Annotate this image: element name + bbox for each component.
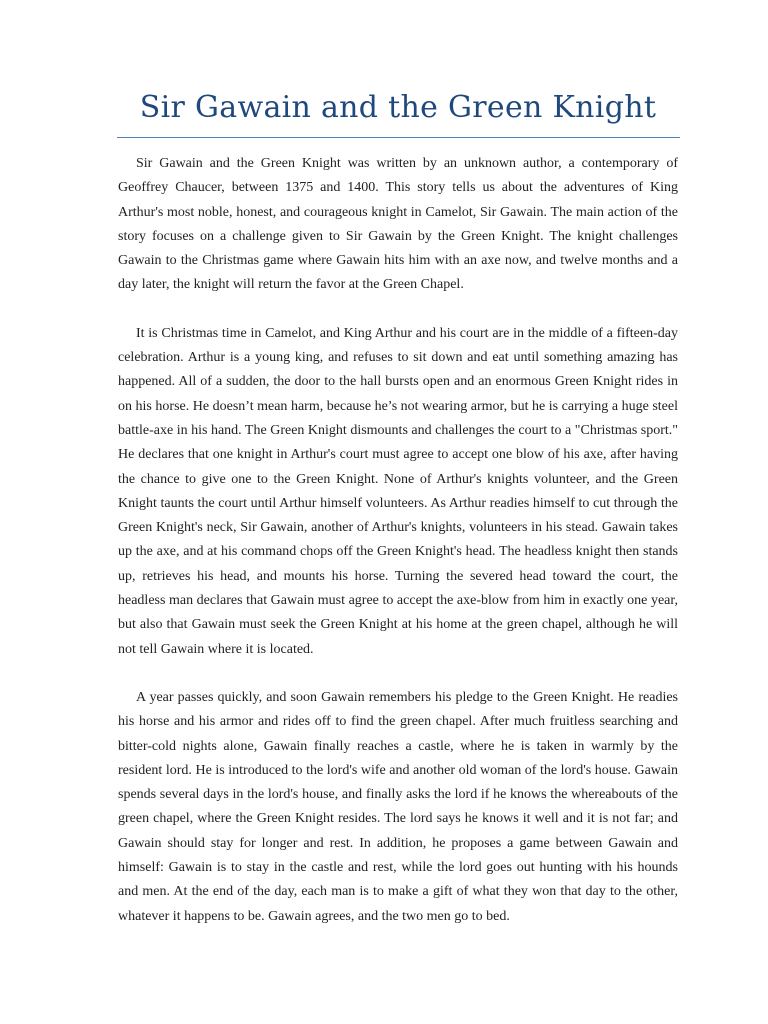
title-underline-divider bbox=[117, 137, 680, 138]
paragraph-1: Sir Gawain and the Green Knight was written by an unknown author, a contemporary of Geoffrey Chaucer, between 1375 and 1400. This story tells us about the adventures of King Arthur's most noble, honest, and courageous knight in Camelot, Sir Gawain. The main action of the story focuses on a challenge given to Sir Gawain by the Green Knight. The knight challenges Gawain to the Christmas game where Gawain hits him with an axe now, and twelve months and a day later, the knight will return the favor at the Green Chapel. bbox=[118, 156, 678, 293]
paragraph-3: A year passes quickly, and soon Gawain remembers his pledge to the Green Knight. He readies his horse and his armor and rides off to find the green chapel. After much fruitless searching and bitter-cold nights alone, Gawain finally reaches a castle, where he is taken in warmly by the resident lord. He is introduced to the lord's wife and another old woman of the lord's house. Gawain spends several days in the lord's house, and finally asks the lord if he knows the whereabouts of the green chapel, where the Green Knight resides. The lord says he knows it well and it is not far; and Gawain should stay for longer and rest. In addition, he proposes a game between Gawain and himself: Gawain is to stay in the castle and rest, while the lord goes out hunting with his hounds and men. At the end of the day, each man is to make a gift of what they won that day to the other, whatever it happens to be. Gawain agrees, and the two men go to bed. bbox=[118, 689, 678, 924]
paragraph-2: It is Christmas time in Camelot, and King Arthur and his court are in the middle of a fifteen-day celebration. Arthur is a young king, and refuses to sit down and eat until something amazing has happened. All of a sudden, the door to the hall bursts open and an enormous Green Knight rides in on his horse. He doesn’t mean harm, because he’s not wearing armor, but he is carrying a huge steel battle-axe in his hand. The Green Knight dismounts and challenges the court to a "Christmas sport." He declares that one knight in Arthur's court must agree to accept one blow of his axe, after having the chance to give one to the Green Knight. None of Arthur's knights volunteer, and the Green Knight taunts the court until Arthur himself volunteers. As Arthur readies himself to cut through the Green Knight's neck, Sir Gawain, another of Arthur's knights, volunteers in his stead. Gawain takes up the axe, and at his command chops off the Green Knight's head. The headless knight then stands up, retrieves his head, and mounts his horse. Turning the severed head toward the court, the headless man declares that Gawain must agree to accept the axe-blow from him in exactly one year, but also that Gawain must seek the Green Knight at his home at the green chapel, although he will not tell Gawain where it is located. bbox=[118, 325, 678, 657]
document-title: Sir Gawain and the Green Knight bbox=[139, 90, 657, 125]
document-body bbox=[118, 152, 678, 953]
